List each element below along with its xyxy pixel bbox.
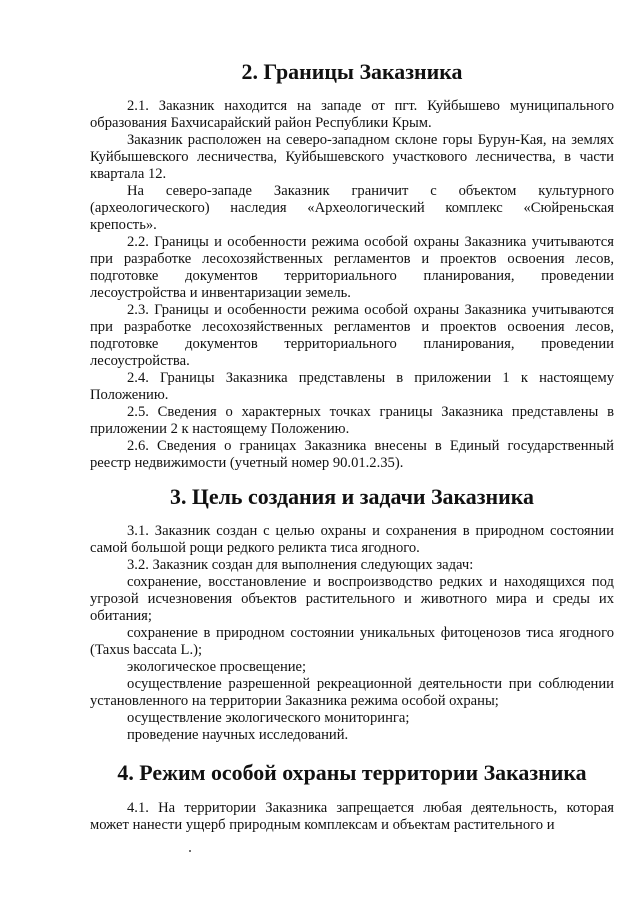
paragraph: Заказник расположен на северо-западном склоне горы Бурун-Кая, на землях Куйбышевского лесничества, Куйбышевского участкового лесничества, в части квартала 12. — [90, 132, 614, 183]
paragraph: На северо-западе Заказник граничит с объектом культурного (археологического) наследия «Археологический комплекс «Сюйреньская крепость». — [90, 183, 614, 234]
paragraph: 2.3. Границы и особенности режима особой охраны Заказника учитываются при разработке лесохозяйственных регламентов и проектов освоения лесов, подготовке документов территориального планирования, проведении лесоустройства. — [90, 302, 614, 370]
list-item: проведение научных исследований. — [127, 727, 349, 743]
paragraph: 4.1. На территории Заказника запрещается любая деятельность, которая может нанести ущерб природным комплексам и объектам растительного и — [90, 800, 614, 834]
section-heading-borders: 2. Границы Заказника — [241, 59, 463, 84]
list-item: сохранение в природном состоянии уникальных фитоценозов тиса ягодного (Taxus baccata L.); — [90, 625, 614, 659]
paragraph: 3.1. Заказник создан с целью охраны и сохранения в природном состоянии самой большой рощи редкого реликта тиса ягодного. — [90, 523, 614, 557]
paragraph: 3.2. Заказник создан для выполнения следующих задач: — [127, 557, 474, 573]
paragraph: 2.5. Сведения о характерных точках границы Заказника представлены в приложении 2 к настоящему Положению. — [90, 404, 614, 438]
section-heading-regime: 4. Режим особой охраны территории Заказника — [117, 760, 587, 785]
paragraph: 2.2. Границы и особенности режима особой охраны Заказника учитываются при разработке лесохозяйственных регламентов и проектов освоения лесов, подготовке документов территориального планирования, проведении лесоустройства и инвентаризации земель. — [90, 234, 614, 302]
section-heading-goals: 3. Цель создания и задачи Заказника — [170, 484, 534, 509]
list-item: осуществление экологического мониторинга; — [127, 710, 410, 726]
list-item: сохранение, восстановление и воспроизводство редких и находящихся под угрозой исчезновения объектов растительного и животного мира и среды их обитания; — [90, 574, 614, 625]
list-item: осуществление разрешенной рекреационной деятельности при соблюдении установленного на территории Заказника режима особой охраны; — [90, 676, 614, 710]
paragraph: 2.6. Сведения о границах Заказника внесены в Единый государственный реестр недвижимости (учетный номер 90.01.2.35). — [90, 438, 614, 472]
paragraph: 2.1. Заказник находится на западе от пгт. Куйбышево муниципального образования Бахчисарайский район Республики Крым. — [90, 98, 614, 132]
scan-speck — [189, 850, 191, 852]
list-item: экологическое просвещение; — [127, 659, 307, 675]
paragraph: 2.4. Границы Заказника представлены в приложении 1 к настоящему Положению. — [90, 370, 614, 404]
